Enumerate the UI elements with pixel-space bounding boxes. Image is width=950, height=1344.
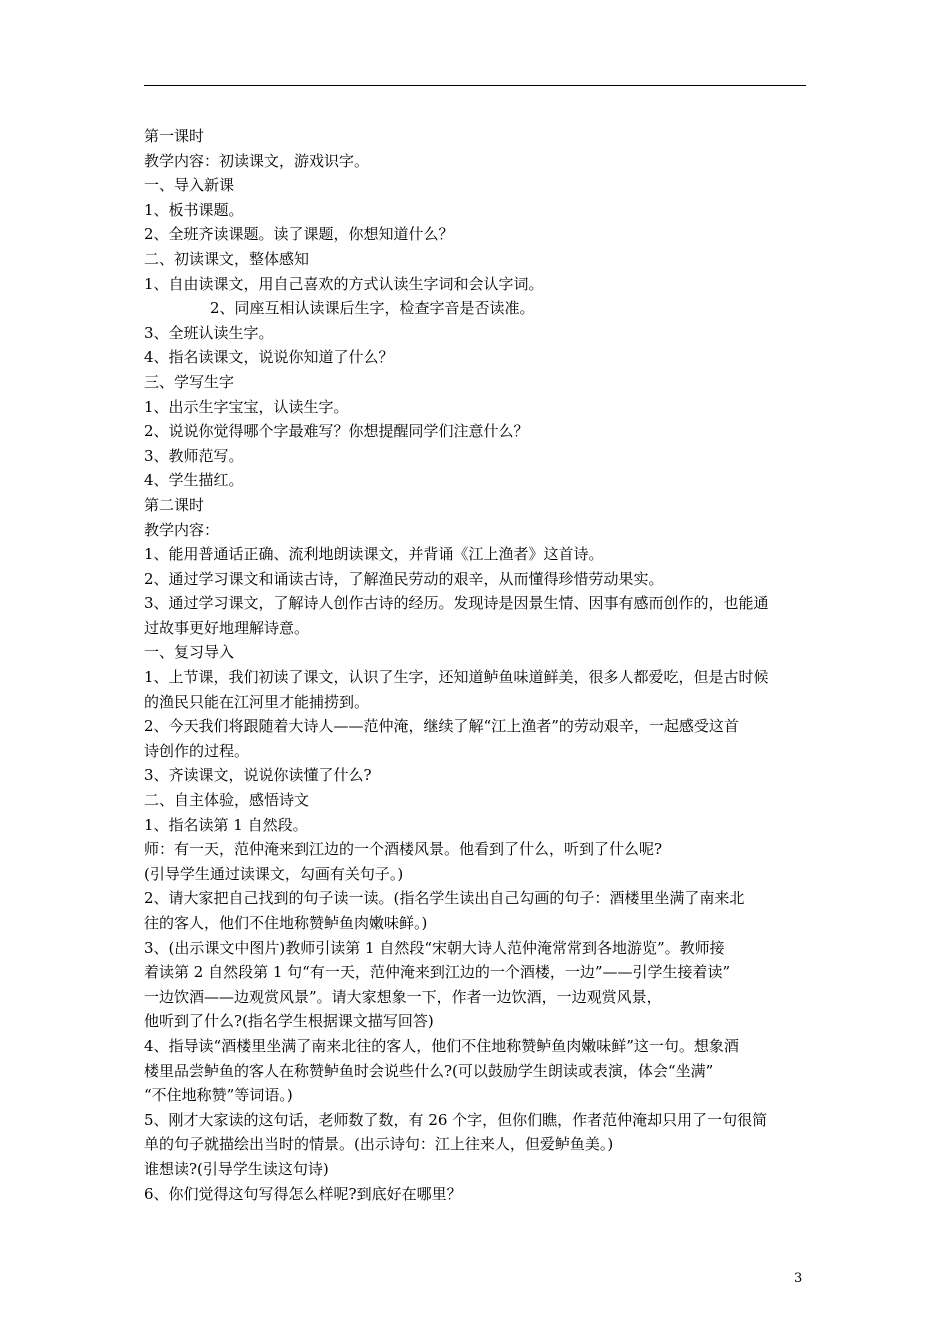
header-rule bbox=[144, 85, 806, 86]
text-line: 3、教师范写。 bbox=[144, 446, 244, 465]
text-line: 诗创作的过程。 bbox=[144, 741, 250, 760]
text-line: 的渔民只能在江河里才能捕捞到。 bbox=[144, 692, 370, 711]
text-line: 往的客人，他们不住地称赞鲈鱼肉嫩味鲜。) bbox=[144, 914, 428, 932]
text-line: 3、全班认读生字。 bbox=[144, 323, 274, 342]
text-line: 2、通过学习课文和诵读古诗，了解渔民劳动的艰辛，从而懂得珍惜劳动果实。 bbox=[144, 569, 664, 588]
text-line: 一、复习导入 bbox=[144, 643, 235, 662]
text-line: 1、指名读第 1 自然段。 bbox=[144, 815, 308, 834]
text-line: 三、学写生字 bbox=[144, 372, 235, 391]
text-line: 第一课时 bbox=[144, 127, 205, 145]
text-line: 2、说说你觉得哪个字最难写？你想提醒同学们注意什么？ bbox=[144, 422, 529, 441]
text-line: 着读第 2 自然段第 1 句“有一天，范仲淹来到江边的一个酒楼，一边”——引学生接着读” bbox=[144, 963, 731, 982]
text-line: 二、初读课文，整体感知 bbox=[144, 249, 310, 268]
text-line: 3、(出示课文中图片)教师引读第 1 自然段“宋朝大诗人范仲淹常常到各地游览”。教师接 bbox=[144, 938, 725, 957]
text-line: 1、板书课题。 bbox=[144, 200, 244, 219]
text-line: 1、自由读课文，用自己喜欢的方式认读生字词和会认字词。 bbox=[144, 274, 544, 293]
page-number: 3 bbox=[794, 1271, 803, 1286]
text-line-indented: 2、同座互相认读课后生字，检查字音是否读准。 bbox=[210, 299, 535, 318]
text-line: 二、自主体验，感悟诗文 bbox=[144, 791, 310, 810]
text-line: 教学内容：初读课文，游戏识字。 bbox=[144, 151, 370, 170]
text-line: 一边饮酒——边观赏风景”。请大家想象一下，作者一边饮酒，一边观赏风景， bbox=[144, 987, 662, 1006]
text-line: 教学内容： bbox=[144, 520, 220, 539]
text-line: 单的句子就描绘出当时的情景。(出示诗句：江上往来人，但爱鲈鱼美。) bbox=[144, 1135, 614, 1154]
text-line: 师：有一天，范仲淹来到江边的一个酒楼风景。他看到了什么，听到了什么呢? bbox=[144, 840, 663, 859]
text-line: 过故事更好地理解诗意。 bbox=[144, 618, 310, 637]
text-line: 4、指导读“酒楼里坐满了南来北往的客人，他们不住地称赞鲈鱼肉嫩味鲜”这一句。想象酒 bbox=[144, 1036, 739, 1055]
text-line: 4、学生描红。 bbox=[144, 471, 244, 490]
text-line: 一、导入新课 bbox=[144, 176, 235, 195]
text-line: 6、你们觉得这句写得怎么样呢?到底好在哪里？ bbox=[144, 1184, 462, 1203]
text-line: “不住地称赞”等词语。) bbox=[144, 1086, 293, 1105]
text-line: 4、指名读课文，说说你知道了什么？ bbox=[144, 348, 394, 367]
text-line: 谁想读?(引导学生读这句诗) bbox=[144, 1159, 329, 1178]
text-line: 3、通过学习课文，了解诗人创作古诗的经历。发现诗是因景生情、因事有感而创作的，也能通 bbox=[144, 594, 769, 613]
text-line: 5、刚才大家读的这句话，老师数了数，有 26 个字，但你们瞧，作者范仲淹却只用了一句很简 bbox=[144, 1110, 768, 1129]
text-line: 楼里品尝鲈鱼的客人在称赞鲈鱼时会说些什么?(可以鼓励学生朗读或表演，体会“坐满” bbox=[144, 1061, 714, 1080]
text-line: 2、请大家把自己找到的句子读一读。(指名学生读出自己勾画的句子：酒楼里坐满了南来北 bbox=[144, 889, 745, 908]
document-body bbox=[144, 124, 806, 1206]
text-line: (引导学生通过读课文，勾画有关句子。) bbox=[144, 864, 404, 883]
text-line: 第二课时 bbox=[144, 495, 205, 514]
text-line: 3、齐读课文，说说你读懂了什么? bbox=[144, 766, 372, 785]
text-line: 2、今天我们将跟随着大诗人——范仲淹，继续了解“江上渔者”的劳动艰辛，一起感受这首 bbox=[144, 717, 739, 736]
text-line: 2、全班齐读课题。读了课题，你想知道什么？ bbox=[144, 225, 454, 244]
text-line: 他听到了什么?(指名学生根据课文描写回答) bbox=[144, 1012, 434, 1031]
text-line: 1、上节课，我们初读了课文，认识了生字，还知道鲈鱼味道鲜美，很多人都爱吃，但是古时候 bbox=[144, 668, 769, 687]
text-line: 1、能用普通话正确、流利地朗读课文，并背诵《江上渔者》这首诗。 bbox=[144, 545, 604, 564]
text-line: 1、出示生字宝宝，认读生字。 bbox=[144, 397, 349, 416]
